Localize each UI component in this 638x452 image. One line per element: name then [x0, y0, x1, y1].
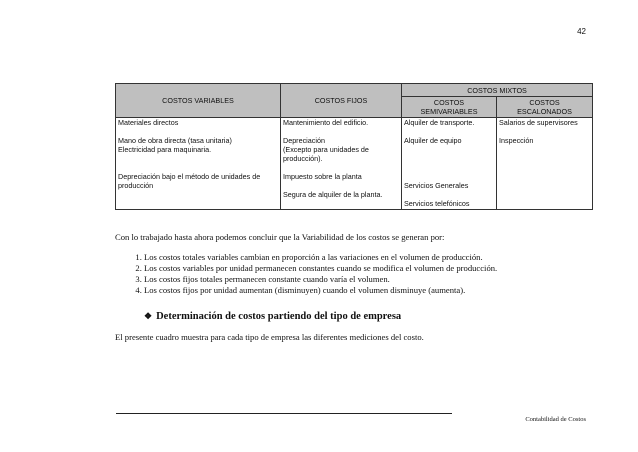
- list-item: 1. Los costos totales variables cambian en proporción a las variaciones en el volumen de producción.: [144, 252, 497, 263]
- cell-line: Alquiler de transporte.: [404, 118, 475, 127]
- list-item: 4. Los costos fijos por unidad aumentan (disminuyen) cuando el volumen disminuye (aumenta).: [144, 285, 497, 296]
- intro-paragraph: Con lo trabajado hasta ahora podemos concluir que la Variabilidad de los costos se generan por:: [115, 232, 445, 242]
- cell-line: [118, 154, 278, 163]
- cell-line: producción).: [283, 154, 323, 163]
- header-variables: COSTOS VARIABLES: [116, 84, 281, 118]
- header-escalonados-line1: COSTOS: [529, 98, 560, 107]
- cell-line: [499, 127, 590, 136]
- footer-label: Contabilidad de Costos: [525, 416, 586, 423]
- cell-line: Servicios telefónicos: [404, 199, 470, 208]
- cell-line: [283, 181, 399, 190]
- page-number: 42: [577, 27, 586, 36]
- cell-line: Servicios Generales: [404, 181, 469, 190]
- section-title-text: Determinación de costos partiendo del tipo de empresa: [156, 311, 402, 322]
- diamond-bullet-icon: ❖: [144, 311, 153, 321]
- cell-line: [404, 127, 494, 136]
- cell-line: Segura de alquiler de la planta.: [283, 190, 383, 199]
- cell-line: Salarios de supervisores: [499, 118, 578, 127]
- cell-line: (Excepto para unidades de: [283, 145, 369, 154]
- header-escalonados: [497, 97, 593, 118]
- cell-line: Mantenimiento del edificio.: [283, 118, 369, 127]
- cell-line: [118, 163, 278, 172]
- footer-divider: [116, 413, 452, 414]
- section-heading: [144, 310, 401, 323]
- cell-fijos: [281, 118, 402, 210]
- header-fijos: COSTOS FIJOS: [281, 84, 402, 118]
- header-semivariables: [402, 97, 497, 118]
- section-paragraph: El presente cuadro muestra para cada tipo de empresa las diferentes mediciones del costo.: [115, 332, 424, 342]
- cell-line: Mano de obra directa (tasa unitaria): [118, 136, 232, 145]
- cell-line: [404, 172, 494, 181]
- cell-line: [404, 190, 494, 199]
- header-semivariables-line1: COSTOS: [433, 98, 465, 107]
- header-escalonados-line2: ESCALONADOS: [517, 107, 572, 116]
- cell-line: Inspección: [499, 136, 534, 145]
- cell-line: [404, 154, 494, 163]
- conclusions-list: [122, 252, 497, 296]
- header-mixtos: COSTOS MIXTOS: [402, 84, 593, 97]
- cell-variables: [116, 118, 281, 210]
- cell-line: Alquiler de equipo: [404, 136, 462, 145]
- cell-line: [283, 163, 399, 172]
- list-item: 3. Los costos fijos totales permanecen constante cuando varía el volumen.: [144, 274, 497, 285]
- cell-escalonados: [497, 118, 593, 210]
- cell-semivariables: [402, 118, 497, 210]
- cell-line: [404, 145, 494, 154]
- cell-line: [404, 163, 494, 172]
- cell-line: Depreciación bajo el método de unidades de: [118, 172, 261, 181]
- cell-line: producción: [118, 181, 154, 190]
- costs-table: [115, 83, 593, 210]
- cell-line: Electricidad para maquinaria.: [118, 145, 212, 154]
- cell-line: Materiales directos: [118, 118, 179, 127]
- list-item: 2. Los costos variables por unidad permanecen constantes cuando se modifica el volumen de producción.: [144, 263, 497, 274]
- cell-line: [283, 127, 399, 136]
- header-semivariables-line2: SEMIVARIABLES: [420, 107, 478, 116]
- cell-line: [118, 127, 278, 136]
- cell-line: Depreciación: [283, 136, 325, 145]
- cell-line: Impuesto sobre la planta: [283, 172, 362, 181]
